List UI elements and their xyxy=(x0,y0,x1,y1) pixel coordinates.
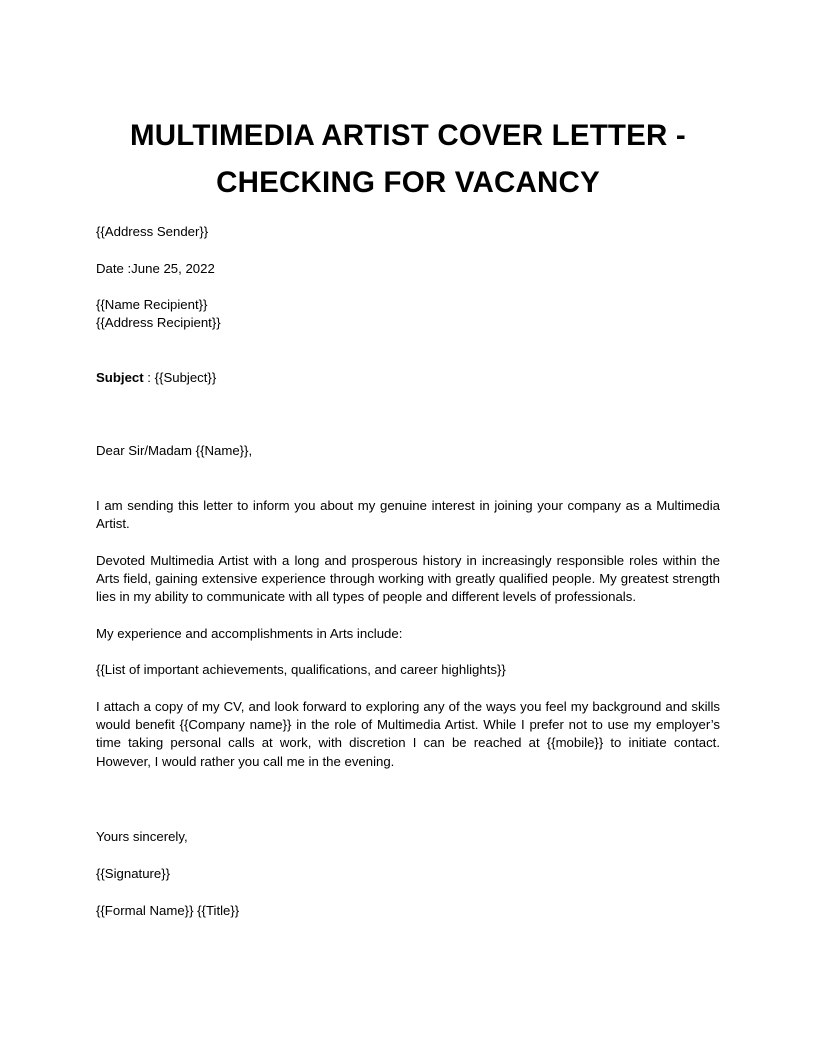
title-line-2: CHECKING FOR VACANCY xyxy=(216,166,600,199)
paragraph-closing-body: I attach a copy of my CV, and look forward to exploring any of the ways you feel my background and skills would benefit {{Company name}} in the role of Multimedia Artist. While I prefer not to use my employer’s time taking personal calls at work, with discretion I can be reached at {{mobile}} to initiate contact. However, I would rather you call me in the evening. xyxy=(96,699,720,769)
paragraph-experience: Devoted Multimedia Artist with a long and prosperous history in increasingly responsible roles within the Arts field, gaining extensive experience through working with greatly qualified people. My greatest strength lies in my ability to communicate with all types of people and different levels of professionals. xyxy=(96,553,720,605)
subject-label: Subject xyxy=(96,370,144,385)
salutation: Dear Sir/Madam {{Name}}, xyxy=(96,443,253,458)
address-recipient: {{Address Recipient}} xyxy=(96,315,221,330)
address-sender: {{Address Sender}} xyxy=(96,224,209,239)
subject-value: : {{Subject}} xyxy=(143,370,217,385)
document-title xyxy=(96,112,720,206)
title-line-1: MULTIMEDIA ARTIST COVER LETTER - xyxy=(130,119,686,152)
date-line: Date :June 25, 2022 xyxy=(96,261,215,276)
name-recipient: {{Name Recipient}} xyxy=(96,297,208,312)
formal-name-title: {{Formal Name}} {{Title}} xyxy=(96,903,240,918)
closing: Yours sincerely, xyxy=(96,829,188,844)
paragraph-intro: I am sending this letter to inform you about my genuine interest in joining your company as a Multimedia Artist. xyxy=(96,498,720,532)
signature: {{Signature}} xyxy=(96,866,171,881)
paragraph-achievements-list: {{List of important achievements, qualifications, and career highlights}} xyxy=(96,662,506,677)
paragraph-accomplishments-intro: My experience and accomplishments in Arts include: xyxy=(96,626,403,641)
subject-line xyxy=(96,369,720,387)
